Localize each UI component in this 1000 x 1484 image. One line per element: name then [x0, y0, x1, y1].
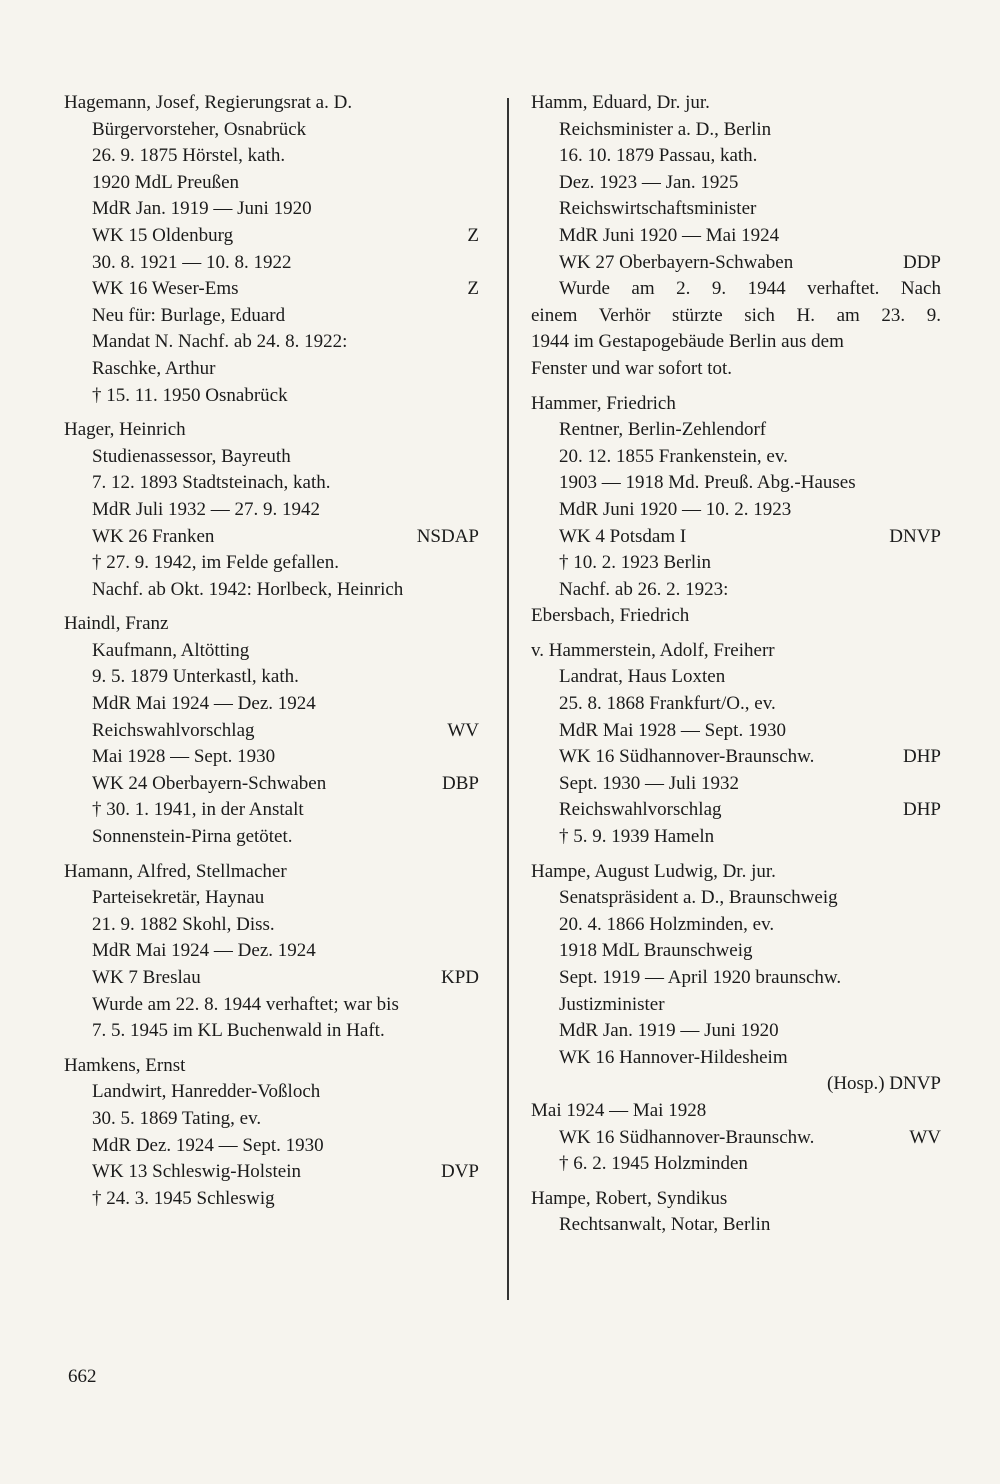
biography-entry: [531, 90, 941, 383]
entry-name: Haindl, Franz: [64, 613, 169, 635]
entry-line-text: Reichswahlvorschlag: [559, 799, 722, 821]
entry-line-text: † 10. 2. 1923 Berlin: [559, 552, 711, 574]
entry-line-text: Nachf. ab Okt. 1942: Horlbeck, Heinrich: [92, 578, 404, 600]
biography-entry: [64, 611, 479, 850]
entry-line-text: 7. 5. 1945 im KL Buchenwald in Haft.: [92, 1020, 385, 1042]
entry-line-text: 20. 4. 1866 Holzminden, ev.: [559, 913, 775, 935]
entry-line-text: Kaufmann, Altötting: [92, 639, 250, 661]
entry-line-text: MdR Mai 1928 — Sept. 1930: [559, 719, 786, 741]
entry-line-text: 1920 MdL Preußen: [92, 171, 240, 193]
entry-line-text: einem Verhör stürzte sich H. am 23. 9.: [531, 304, 941, 326]
entry-line: [64, 885, 479, 912]
entry-line: [64, 1106, 479, 1133]
entry-line-text: 30. 8. 1921 — 10. 8. 1922: [92, 251, 292, 273]
entry-line: [64, 691, 479, 718]
entry-line: [64, 1186, 479, 1213]
right-column: [531, 90, 941, 1247]
entry-line: [531, 276, 941, 303]
entry-line: [64, 143, 479, 170]
entry-line: [64, 170, 479, 197]
entry-line: [531, 329, 941, 356]
entry-line-text: † 30. 1. 1941, in der Anstalt: [92, 799, 304, 821]
entry-line: [64, 718, 479, 745]
entry-line-text: Nachf. ab 26. 2. 1923:: [559, 578, 729, 600]
entry-line-text: † 5. 9. 1939 Hameln: [559, 826, 715, 848]
entry-line: [64, 329, 479, 356]
column-divider: [507, 98, 509, 1300]
biography-entry: [531, 638, 941, 851]
entry-line: [531, 1151, 941, 1178]
entry-line: [531, 718, 941, 745]
entry-line-text: Raschke, Arthur: [92, 357, 216, 379]
biography-entry: [64, 1053, 479, 1213]
entry-line-text: Reichsminister a. D., Berlin: [559, 118, 772, 140]
entry-line: [531, 1125, 941, 1152]
entry-line: [64, 117, 479, 144]
entry-line: [531, 497, 941, 524]
entry-line-text: Wurde am 2. 9. 1944 verhaftet. Nach: [559, 278, 941, 300]
party-tag: DNVP: [889, 525, 941, 547]
entry-line: [531, 417, 941, 444]
biography-entry: [64, 90, 479, 409]
entry-line: [64, 638, 479, 665]
entry-line-text: † 27. 9. 1942, im Felde gefallen.: [92, 552, 339, 574]
entry-line: [531, 250, 941, 277]
entry-line-text: Bürgervorsteher, Osnabrück: [92, 118, 307, 140]
entry-line-text: Sept. 1930 — Juli 1932: [559, 772, 739, 794]
entry-line-text: Reichswirtschaftsminister: [559, 198, 757, 220]
entry-line-text: MdR Jan. 1919 — Juni 1920: [92, 198, 312, 220]
left-column: [64, 90, 479, 1220]
biography-entry: [64, 859, 479, 1045]
party-tag: Z: [467, 224, 479, 246]
entry-name: Hager, Heinrich: [64, 419, 186, 441]
entry-line-text: WK 16 Hannover-Hildesheim: [559, 1046, 788, 1068]
entry-line-text: Ebersbach, Friedrich: [531, 605, 690, 627]
entry-line-text: WK 26 Franken: [92, 525, 215, 547]
entry-line-text: WK 15 Oldenburg: [92, 224, 234, 246]
entry-line: [531, 1098, 941, 1125]
entry-line-text: WK 7 Breslau: [92, 967, 201, 988]
entry-line: [64, 196, 479, 223]
entry-line: [64, 577, 479, 604]
entry-line-text: WK 16 Südhannover-Braunschw.: [559, 746, 815, 768]
entry-line-text: Landrat, Haus Loxten: [559, 666, 726, 688]
party-tag: DBP: [442, 772, 479, 794]
entry-line: [64, 771, 479, 798]
entry-line-text: † 6. 2. 1945 Holzminden: [559, 1153, 748, 1175]
entry-line-text: 16. 10. 1879 Passau, kath.: [559, 145, 758, 167]
entry-line: [531, 223, 941, 250]
entry-line-text: Reichswahlvorschlag: [92, 719, 255, 741]
entry-line-text: 25. 8. 1868 Frankfurt/O., ev.: [559, 693, 776, 715]
entry-line: [64, 992, 479, 1019]
entry-line-text: Wurde am 22. 8. 1944 verhaftet; war bis: [92, 993, 399, 1015]
entry-line-text: 30. 5. 1869 Tating, ev.: [92, 1107, 262, 1129]
entry-line: [531, 824, 941, 851]
entry-line: [531, 1212, 941, 1239]
entry-line-text: WK 16 Südhannover-Braunschw.: [559, 1126, 815, 1148]
entry-line: [531, 603, 941, 630]
entry-line: [64, 797, 479, 824]
entry-line: [64, 938, 479, 965]
entry-line: [531, 524, 941, 551]
entry-line-text: Sept. 1919 — April 1920 braunschw.: [559, 967, 842, 988]
party-tag: WV: [447, 719, 479, 741]
entry-line: [531, 303, 941, 330]
entry-line: [531, 470, 941, 497]
entry-line: [64, 550, 479, 577]
entry-line-text: MdR Juli 1932 — 27. 9. 1942: [92, 498, 321, 520]
entry-line-text: 1903 — 1918 Md. Preuß. Abg.-Hauses: [559, 472, 856, 494]
entry-line: [64, 1133, 479, 1160]
page-number: 662: [68, 1366, 97, 1387]
entry-line: [64, 444, 479, 471]
entry-line: [531, 1045, 941, 1072]
entry-line: [531, 771, 941, 798]
entry-line-text: Senatspräsident a. D., Braunschweig: [559, 887, 838, 909]
entry-line: [531, 444, 941, 471]
entry-line-text: † 24. 3. 1945 Schleswig: [92, 1187, 275, 1209]
entry-line: [531, 992, 941, 1019]
entry-name: Hamann, Alfred, Stellmacher: [64, 860, 287, 882]
entry-line-text: WK 27 Oberbayern-Schwaben: [559, 251, 794, 273]
entry-name: Hammer, Friedrich: [531, 392, 676, 414]
entry-line: [531, 664, 941, 691]
entry-line: [531, 550, 941, 577]
entry-line: [64, 912, 479, 939]
party-tag: DHP: [902, 746, 941, 768]
entry-line-text: Mandat N. Nachf. ab 24. 8. 1922:: [92, 331, 348, 353]
entry-line: [64, 497, 479, 524]
entry-line-text: WK 24 Oberbayern-Schwaben: [92, 772, 327, 794]
entry-line-text: Rechtsanwalt, Notar, Berlin: [559, 1214, 771, 1236]
entry-line-text: 20. 12. 1855 Frankenstein, ev.: [559, 445, 788, 467]
entry-line-text: 21. 9. 1882 Skohl, Diss.: [92, 913, 275, 935]
entry-line-text: Mai 1924 — Mai 1928: [531, 1099, 707, 1121]
entry-line: [64, 664, 479, 691]
entry-line: [531, 885, 941, 912]
entry-name: Hamkens, Ernst: [64, 1054, 186, 1076]
entry-line-text: MdR Mai 1924 — Dez. 1924: [92, 693, 316, 715]
entry-line: [64, 356, 479, 383]
entry-line-text: Dez. 1923 — Jan. 1925: [559, 171, 739, 193]
entry-line-text: Sonnenstein-Pirna getötet.: [92, 826, 293, 848]
entry-line: [531, 143, 941, 170]
entry-line-text: MdR Juni 1920 — 10. 2. 1923: [559, 498, 792, 520]
entry-line-text: Studienassessor, Bayreuth: [92, 445, 291, 467]
entry-line: [531, 691, 941, 718]
entry-line-text: MdR Dez. 1924 — Sept. 1930: [92, 1134, 324, 1156]
entry-line-text: Fenster und war sofort tot.: [531, 357, 733, 379]
entry-line: [64, 250, 479, 277]
party-tag: KPD: [440, 967, 479, 988]
entry-line: [531, 1018, 941, 1045]
entry-line: [64, 383, 479, 410]
entry-line-text: MdR Juni 1920 — Mai 1924: [559, 224, 780, 246]
entry-line-text: 1944 im Gestapogebäude Berlin aus dem: [531, 331, 844, 353]
entry-line: [64, 744, 479, 771]
entry-line-text: 1918 MdL Braunschweig: [559, 940, 753, 962]
entry-line: [64, 470, 479, 497]
entry-line-text: WK 16 Weser-Ems: [92, 278, 239, 300]
entry-line-text: Mai 1928 — Sept. 1930: [92, 746, 276, 768]
entry-line-text: 7. 12. 1893 Stadtsteinach, kath.: [92, 472, 331, 494]
entry-line-text: Parteisekretär, Haynau: [92, 887, 265, 909]
entry-line-text: 9. 5. 1879 Unterkastl, kath.: [92, 666, 299, 688]
entry-line: [64, 1079, 479, 1106]
entry-line: [64, 223, 479, 250]
entry-name: Hagemann, Josef, Regierungsrat a. D.: [64, 92, 353, 113]
entry-line: [531, 356, 941, 383]
entry-line: [531, 797, 941, 824]
entry-line-text: † 15. 11. 1950 Osnabrück: [92, 384, 288, 406]
entry-line: [64, 824, 479, 851]
party-tag: DHP: [902, 799, 941, 821]
entry-line-text: WK 4 Potsdam I: [559, 525, 687, 547]
entry-line: [64, 965, 479, 992]
entry-line: [531, 577, 941, 604]
entry-line: [64, 1018, 479, 1045]
biography-entry: [531, 859, 941, 1178]
biography-entry: [64, 417, 479, 603]
entry-name: Hampe, August Ludwig, Dr. jur.: [531, 860, 776, 882]
entry-name: Hamm, Eduard, Dr. jur.: [531, 92, 710, 113]
entry-line-text: Justizminister: [559, 993, 665, 1015]
biography-entry: [531, 1186, 941, 1239]
entry-name: v. Hammerstein, Adolf, Freiherr: [531, 639, 775, 661]
entry-line: [531, 1071, 941, 1098]
entry-line: [531, 170, 941, 197]
entry-line: [64, 524, 479, 551]
entry-line-text: Rentner, Berlin-Zehlendorf: [559, 419, 767, 441]
entry-line: [531, 117, 941, 144]
party-tag: NSDAP: [416, 525, 479, 547]
entry-line-text: WK 13 Schleswig-Holstein: [92, 1161, 301, 1183]
party-tag: DDP: [902, 251, 941, 273]
entry-line: [531, 938, 941, 965]
party-tag: Z: [467, 278, 479, 300]
party-tag: DVP: [440, 1161, 479, 1183]
entry-line: [531, 744, 941, 771]
entry-line-text: 26. 9. 1875 Hörstel, kath.: [92, 145, 286, 167]
entry-line: [64, 276, 479, 303]
biography-entry: [531, 391, 941, 630]
entry-line: [531, 196, 941, 223]
entry-name: Hampe, Robert, Syndikus: [531, 1187, 728, 1209]
entry-line-text: MdR Jan. 1919 — Juni 1920: [559, 1020, 779, 1042]
party-tag: WV: [909, 1126, 941, 1148]
entry-line: [531, 965, 941, 992]
entry-line: [64, 303, 479, 330]
entry-line: [531, 912, 941, 939]
entry-line-text: Neu für: Burlage, Eduard: [92, 304, 286, 326]
entry-line: [64, 1159, 479, 1186]
entry-line-text: MdR Mai 1924 — Dez. 1924: [92, 940, 316, 962]
entry-line-text: Landwirt, Hanredder-Voßloch: [92, 1081, 321, 1103]
entry-line-text: (Hosp.) DNVP: [827, 1073, 941, 1095]
